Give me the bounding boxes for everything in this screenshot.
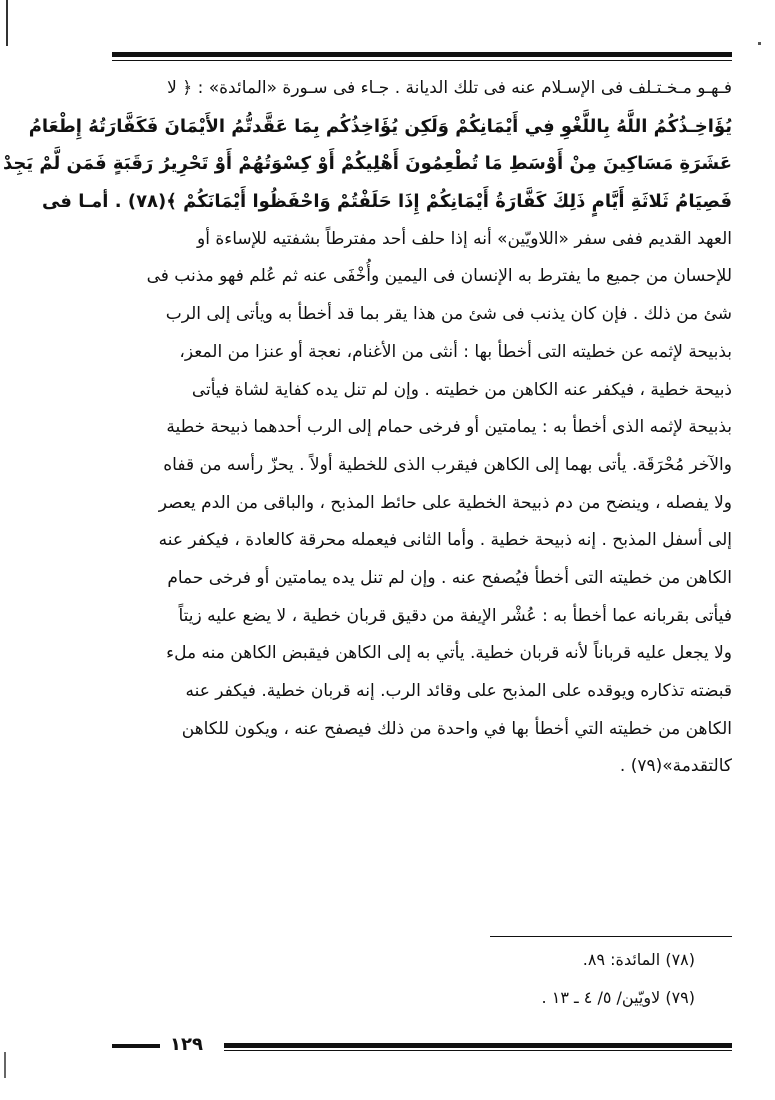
scan-gutter-mark	[6, 0, 8, 46]
body-line-7: شئ من ذلك . فإن كان يذنب فى شئ من هذا يقر بما قد أخطأ به ويأتى إلى الرب	[165, 304, 732, 325]
footer-rule-right-thin	[224, 1050, 732, 1051]
page-body-text	[3, 70, 732, 786]
body-line-9: ذبيحة خطية ، فيكفر عنه الكاهن من خطيته . وإن لم تنل يده كفاية لشاة فيأتى	[191, 379, 732, 400]
body-line-11: والآخر مُحْرَقَة. يأتى بهما إلى الكاهن فيقرب الذى للخطية أولاً . يحزّ رأسه من قفاه	[163, 454, 732, 475]
body-line-1: فـهـو مـخـتـلف فى الإسـلام عنه فى تلك الديانة . جـاء فى سـورة «المائدة» : ﴿ لا	[167, 78, 732, 98]
body-line-10: بذبيحة لإثمه الذى أخطأ به : يمامتين أو فرخى حمام إلى الرب أحدهما ذبيحة خطية	[166, 417, 732, 438]
body-line-12: ولا يفصله ، وينضح من دم ذبيحة الخطية على حائط المذبح ، والباقى من الدم يعصر	[158, 492, 732, 513]
quran-verse-line-2: عَشَرَةِ مَسَاكِينَ مِنْ أَوْسَطِ مَا تُطْعِمُونَ أَهْلِيكُمْ أَوْ كِسْوَتُهُمْ أَوْ تَحْرِيرُ رَقَبَةٍ فَمَن لَّمْ يَجِدْ	[3, 153, 732, 175]
footer-rule-right	[224, 1043, 732, 1048]
header-rule-thick	[112, 52, 732, 57]
body-line-15: فيأتى بقربانه عما أخطأ به : عُشْر الإيفة من دقيق قربان خطية ، لا يضع عليه زيتاً	[178, 605, 732, 626]
scan-gutter-tick	[4, 1052, 6, 1078]
footer-rule-left	[112, 1044, 160, 1048]
body-line-18: الكاهن من خطيته التي أخطأ بها في واحدة من ذلك فيصفح عنه ، ويكون للكاهن	[181, 718, 732, 739]
body-line-5: العهد القديم ففى سفر «اللاويّين» أنه إذا حلف أحد مفترطاً بشفتيه للإساءة أو	[196, 228, 732, 249]
quran-verse-line-3: فَصِيَامُ ثَلاثَةِ أَيَّامٍ ذَلِكَ كَفَّارَةُ أَيْمَانِكُمْ إِذَا حَلَفْتُمْ وَاحْفَظُوا أَيْمَانَكُمْ ﴾(٧٨) . أمـا فى	[41, 191, 732, 213]
footnote-separator	[490, 936, 732, 937]
body-line-16: ولا يجعل عليه قرباناً لأنه قربان خطية. يأتي به إلى الكاهن فيقبض الكاهن منه ملء	[166, 643, 732, 664]
quran-verse-line-1: يُؤَاخِـذُكُمُ اللَّهُ بِاللَّغْوِ فِي أَيْمَانِكُمْ وَلَكِن يُؤَاخِذُكُم بِمَا عَقَّدتُّمُ الأَيْمَانَ فَكَفَّارَتُهُ إِطْعَامُ	[28, 115, 732, 137]
body-line-6: للإحسان من جميع ما يفترط به الإنسان فى اليمين وأُخْفَى عنه ثم عُلم فهو مذنب فى	[146, 266, 732, 287]
footnote-78: (٧٨) المائدة: ٨٩.	[582, 950, 695, 969]
page-number: ١٢٩	[170, 1034, 203, 1055]
body-line-14: الكاهن من خطيته التى أخطأ فيُصفح عنه . وإن لم تنل يده يمامتين أو فرخى حمام	[167, 567, 732, 588]
scan-corner-dot	[758, 42, 761, 45]
body-line-8: بذبيحة لإثمه عن خطيته التى أخطأ بها : أنثى من الأغنام، نعجة أو عنزا من المعز،	[179, 341, 732, 362]
body-line-13: إلى أسفل المذبح . إنه ذبيحة خطية . وأما الثانى فيعمله محرقة كالعادة ، فيكفر عنه	[158, 530, 732, 551]
header-rule-thin	[112, 60, 732, 61]
body-line-17: قبضته تذكاره ويوقده على المذبح على وقائد الرب. إنه قربان خطية. فيكفر عنه	[185, 681, 732, 701]
footnote-79: (٧٩) لاويّين/ ٥/ ٤ ـ ١٣ .	[541, 988, 695, 1007]
page-footer	[112, 1036, 732, 1056]
body-line-19: كالتقدمة»(٧٩) .	[619, 756, 732, 777]
